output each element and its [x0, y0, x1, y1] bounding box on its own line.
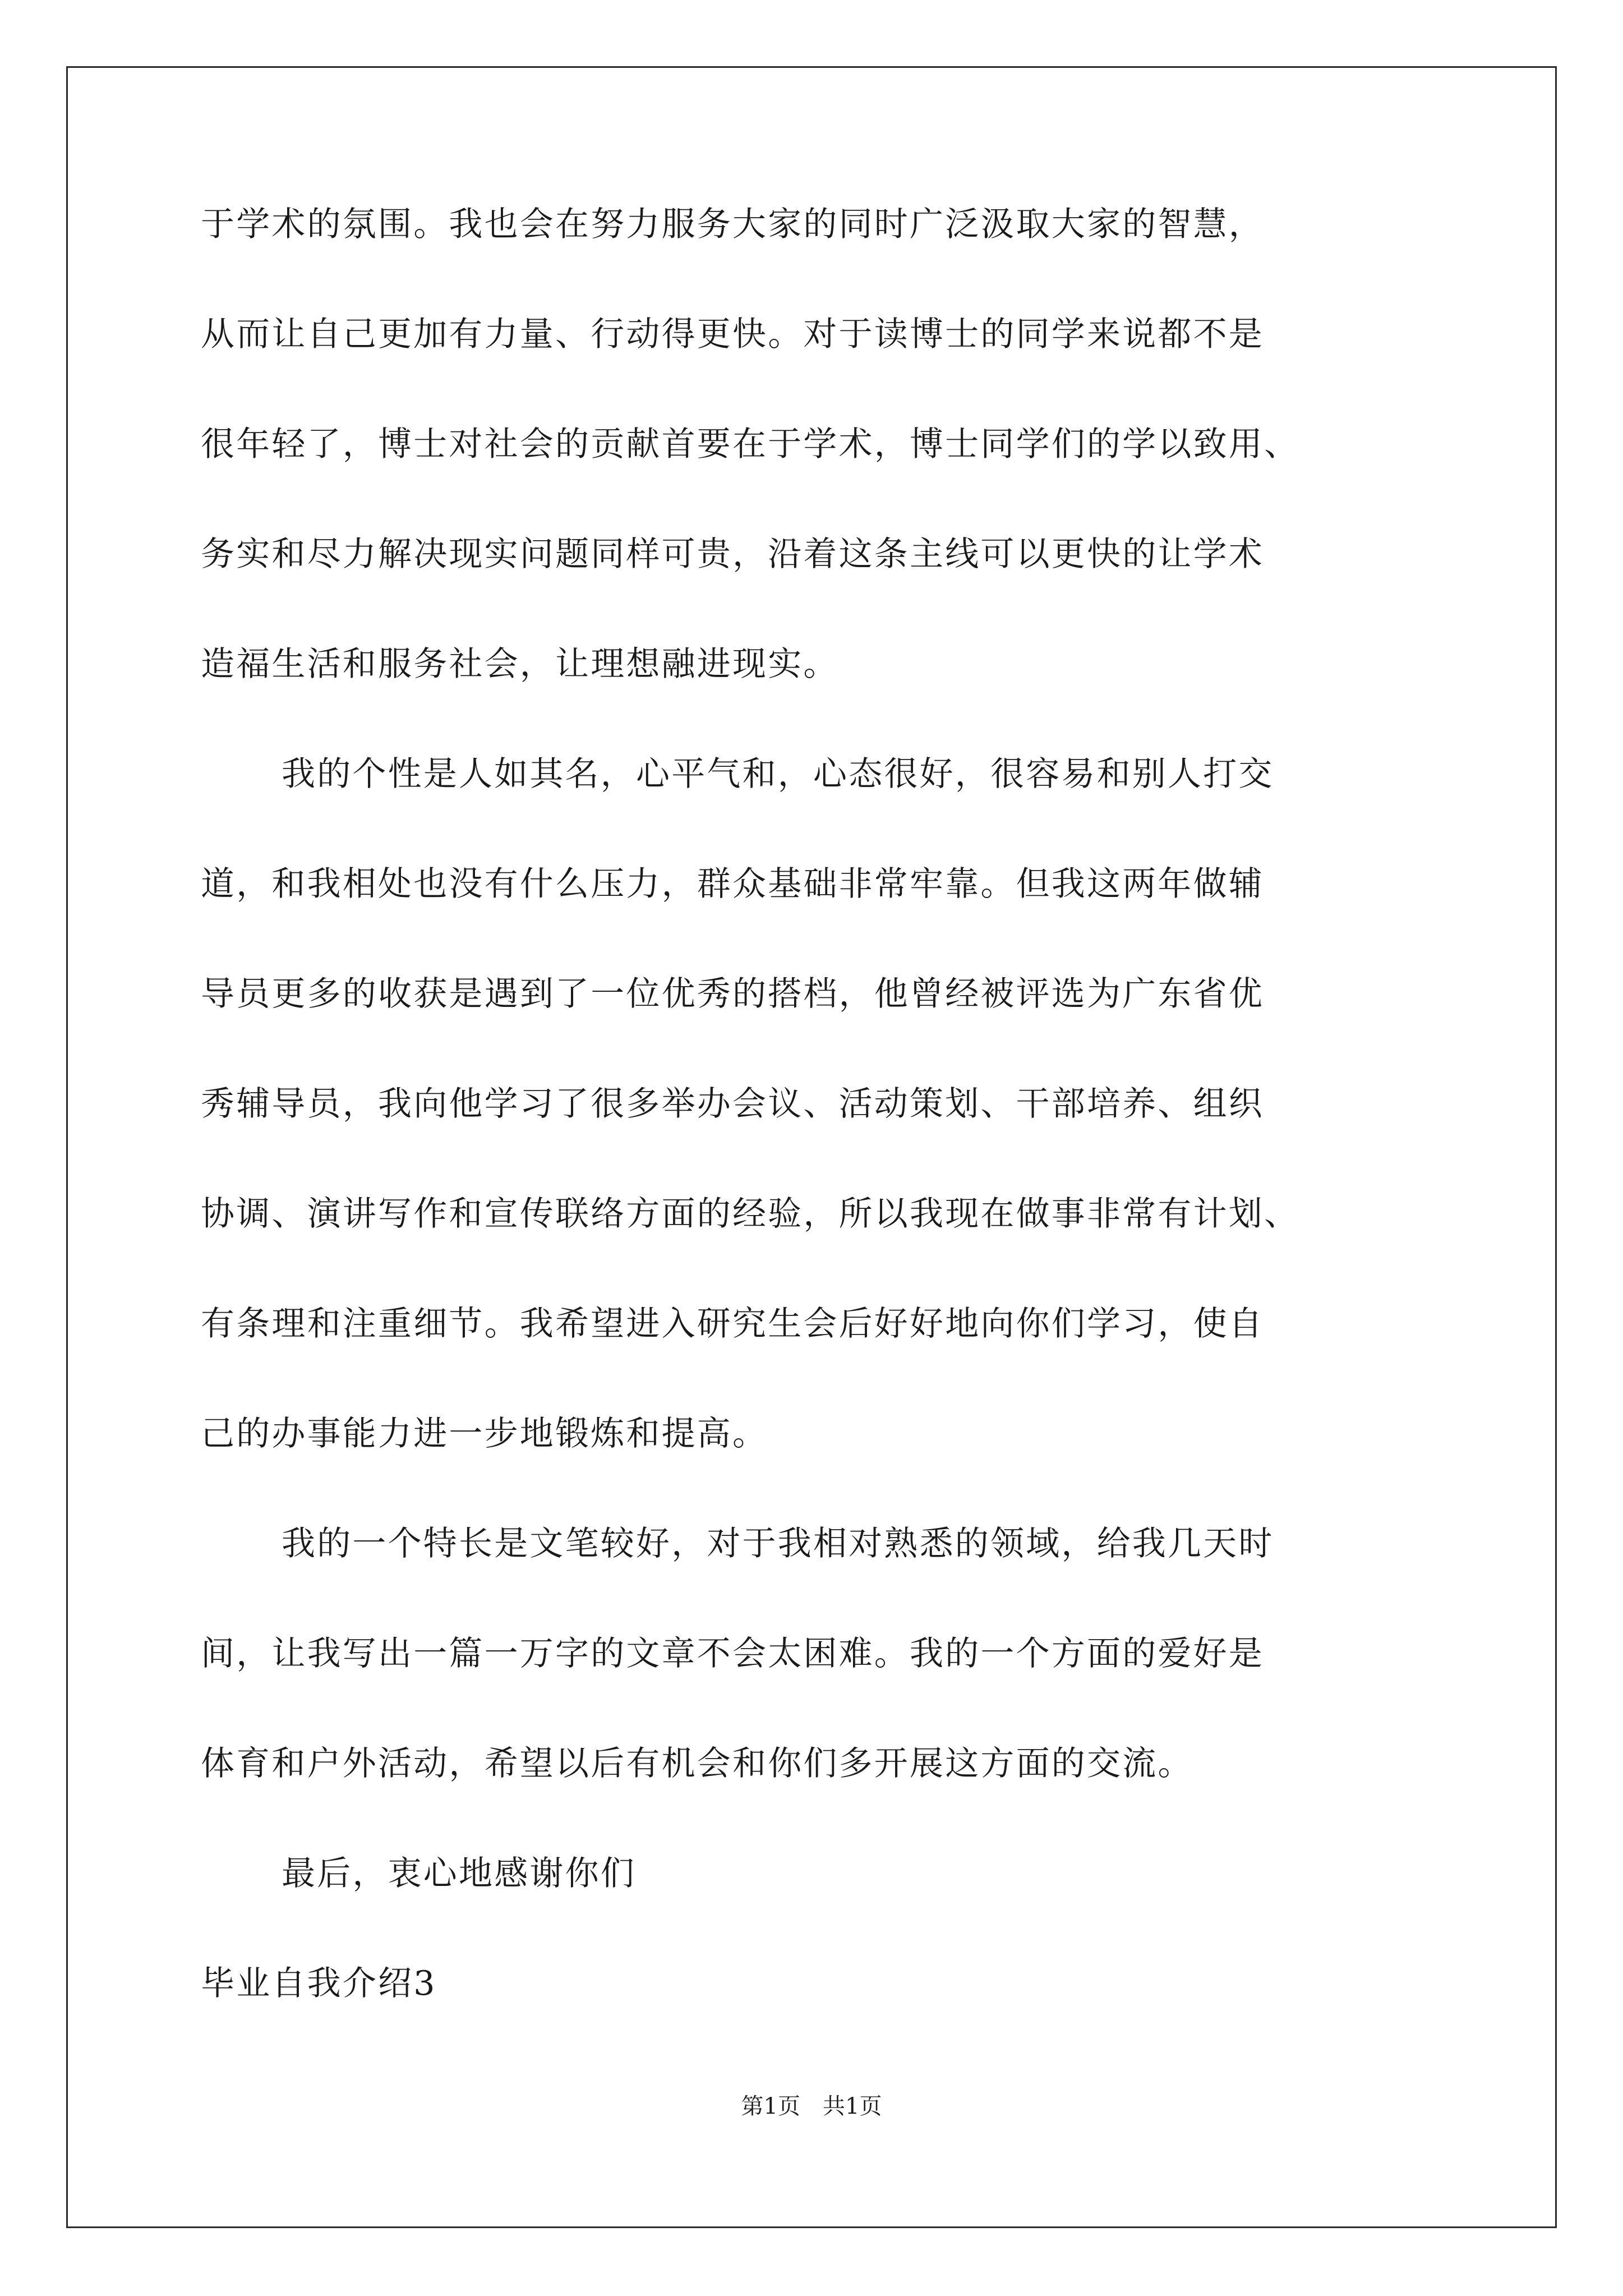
closing-line: 最后，衷心地感谢你们 — [282, 1854, 636, 1893]
text-line: 协调、演讲写作和宣传联络方面的经验，所以我现在做事非常有计划、 — [201, 1194, 1300, 1234]
page-number-current: 第1页 — [741, 2093, 800, 2119]
text-line: 于学术的氛围。我也会在努力服务大家的同时广泛汲取大家的智慧， — [201, 205, 1264, 244]
text-line: 道，和我相处也没有什么压力，群众基础非常牢靠。但我这两年做辅 — [201, 864, 1264, 904]
text-line: 有条理和注重细节。我希望进入研究生会后好好地向你们学习，使自 — [201, 1304, 1264, 1343]
text-line: 间，让我写出一篇一万字的文章不会太困难。我的一个方面的爱好是 — [201, 1634, 1264, 1673]
section-heading: 毕业自我介绍3 — [201, 1964, 437, 2003]
text-line: 很年轻了，博士对社会的贡献首要在于学术，博士同学们的学以致用、 — [201, 425, 1300, 464]
text-line: 体育和户外活动，希望以后有机会和你们多开展这方面的交流。 — [201, 1744, 1193, 1783]
page-footer — [0, 2095, 1623, 2118]
text-line: 己的办事能力进一步地锻炼和提高。 — [201, 1414, 768, 1453]
text-line: 造福生活和服务社会，让理想融进现实。 — [201, 645, 839, 684]
document-body — [201, 205, 1423, 2077]
paragraph-start-line: 我的一个特长是文笔较好，对于我相对熟悉的领域，给我几天时 — [282, 1524, 1274, 1563]
paragraph-start-line: 我的个性是人如其名，心平气和，心态很好，很容易和别人打交 — [282, 754, 1274, 794]
page-number-total: 共1页 — [823, 2093, 882, 2119]
text-line: 导员更多的收获是遇到了一位优秀的搭档，他曾经被评选为广东省优 — [201, 974, 1264, 1014]
text-line: 秀辅导员，我向他学习了很多举办会议、活动策划、干部培养、组织 — [201, 1084, 1264, 1124]
text-line: 务实和尽力解决现实问题同样可贵，沿着这条主线可以更快的让学术 — [201, 535, 1264, 574]
text-line: 从而让自己更加有力量、行动得更快。对于读博士的同学来说都不是 — [201, 315, 1264, 354]
